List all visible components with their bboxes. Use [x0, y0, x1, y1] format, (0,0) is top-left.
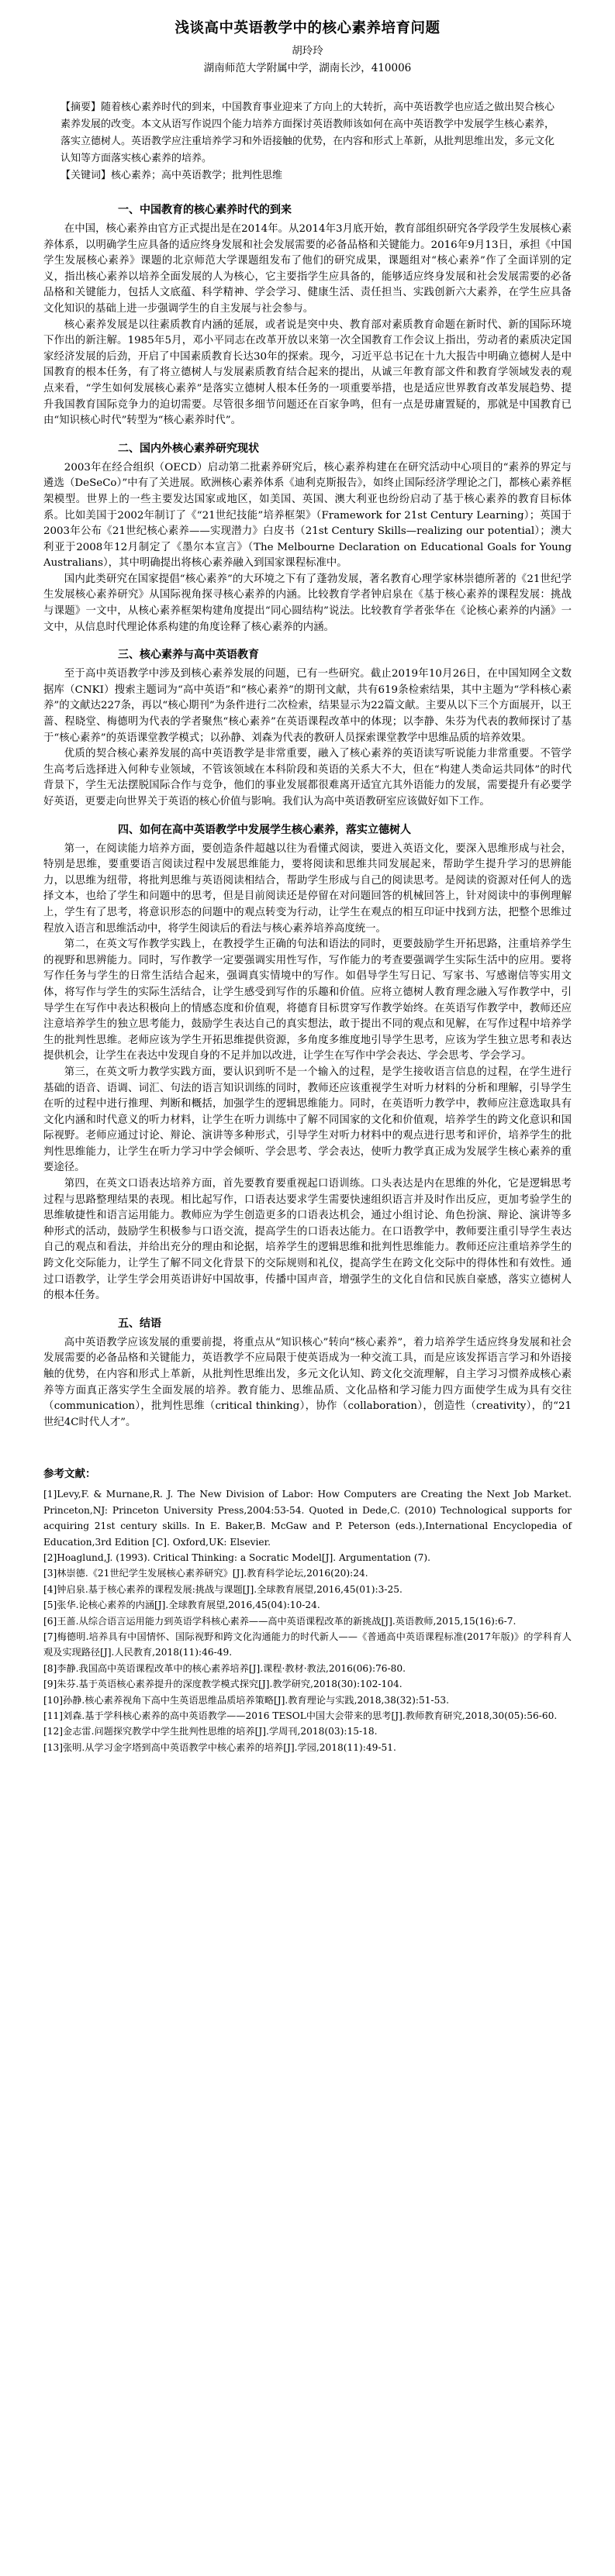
reference-item: [7]梅德明.培养具有中国情怀、国际视野和跨文化沟通能力的时代新人——《普通高中英语课程标准(2017年版)》的学科育人观及实现路径[J].人民教育,2018(11):46-49.: [43, 1631, 572, 1658]
author-name: 胡玲玲: [292, 45, 323, 57]
paragraph: 第三，在英文听力教学实践方面，要认识到听不是一个输入的过程，是学生接收语言信息的过程，在学生进行基础的语音、语调、词汇、句法的语言知识训练的同时，教师还应该重视学生对听力材料的分析和理解，引导学生在听的过程中进行推理、判断和概括，加强学生的逻辑思维能力。同时，在英语听力教学中，教师应注意选取具有文化内涵和时代意义的听力材料，让学生在听力训练中了解不同国家的文化和价值观，培养学生的跨文化意识和国际视野。老师应通过讨论、辩论、演讲等多种形式，引导学生对听力材料中的观点进行思考和评价，培养学生的批判性思维能力，让学生在听力学习中学会倾听、学会思考、学会表达，使听力教学真正成为发展学生核心素养的重要途径。: [43, 1066, 572, 1174]
paragraph: 优质的契合核心素养发展的高中英语教学是非常重要，融入了核心素养的英语读写听说能力非常重要。不管学生高考后选择进入何种专业领域，不管该领域在本科阶段和英语的关系大不大，但在“构建人类命运共同体”的时代背景下，学生无法摆脱国际合作与竞争，他们的事业发展都很难离开适宜亢其外语能力的发展，需要提升有必要学好英语，更要走向世界关于英语的核心价值与影响。我们认为高中英语教研室应该做好如下工作。: [43, 748, 572, 808]
paragraph: 至于高中英语教学中涉及到核心素养发展的问题，已有一些研究。截止2019年10月26日，在中国知网全文数据库（CNKI）搜索主题词为“高中英语”和“核心素养”的期刊文献，共有619条检索结果，其中主题为“学科核心素养”的文献达227条，再以“核心期刊”为条件进行二次检索，结果显示为22篇文献。主要从以下三个方面展开，以王蔷、程晓堂、梅德明为代表的学者聚焦“核心素养”在英语课程改革中的体现；以李静、朱芬为代表的教师探讨了基于“核心素养”的英语课堂教学模式；以孙静、刘森为代表的教研人员探索课堂教学中思维品质的培养效果。: [43, 668, 572, 744]
references-title: 参考文献：: [43, 1468, 96, 1481]
reference-item: [11]刘森.基于学科核心素养的高中英语教学——2016 TESOL中国大会带来的思考[J].教师教育研究,2018,30(05):56-60.: [43, 1710, 558, 1722]
reference-item: [5]张华.论核心素养的内涵[J].全球教育展望,2016,45(04):10-24.: [43, 1600, 320, 1611]
section-heading: 三、核心素养与高中英语教育: [118, 649, 259, 662]
section-heading: 五、结语: [118, 1317, 161, 1330]
affiliation: 湖南师范大学附属中学，湖南长沙，410006: [203, 62, 412, 74]
section-4: [43, 821, 572, 1304]
reference-item: [1]Levy,F. & Murnane,R. J. The New Division of Labor: How Computers are Creating the Next Job Market. Princeton,NJ: Princeton University Press,2004:53-54. Quoted in Dede,C. (2010) Technological supports for acquiring 21st century skills. In E. Baker,B. McGaw and P. Peterson (eds.),International Encyclopedia of Education,3rd Edition [C]. Oxford,UK: Elsevier.: [43, 1489, 572, 1548]
reference-item: [3]林崇德.《21世纪学生发展核心素养研究》[J].教育科学论坛,2016(20):24.: [43, 1568, 368, 1579]
reference-item: [10]孙静.核心素养视角下高中生英语思维品质培养策略[J].教育理论与实践,2018,38(32):51-53.: [43, 1694, 450, 1706]
section-heading: 二、国内外核心素养研究现状: [118, 442, 259, 455]
section-heading: 一、中国教育的核心素养时代的到来: [118, 204, 292, 216]
section-3: [43, 646, 572, 810]
reference-item: [4]钟启泉.基于核心素养的课程发展:挑战与课题[J].全球教育展望,2016,45(01):3-25.: [43, 1583, 403, 1595]
paper-title: 浅谈高中英语教学中的核心素养培育问题: [174, 20, 441, 36]
reference-item: [8]李静.我国高中英语课程改革中的核心素养培养[J].课程·教材·教法,2016(06):76-80.: [43, 1662, 406, 1674]
reference-item: [2]Hoaglund,J. (1993). Critical Thinking: a Socratic Model[J]. Argumentation (7).: [43, 1552, 431, 1563]
reference-item: [12]金志雷.问题探究教学中学生批判性思维的培养[J].学周刊,2018(03):15-18.: [43, 1726, 378, 1737]
keywords: 【关键词】核心素养；高中英语教学；批判性思维: [60, 170, 283, 181]
section-2: [43, 440, 572, 636]
reference-item: [9]朱芬.基于英语核心素养提升的深度教学模式探究[J].教学研究,2018(30):102-104.: [43, 1679, 403, 1690]
abstract: 【摘要】随着核心素养时代的到来，中国教育事业迎来了方向上的大转折，高中英语教学也应适之做出契合核心素养发展的改变。本文从语写作说四个能力培养方面探讨英语教师该如何在高中英语教学中发展学生核心素养，落实立德树人。英语教学应注重培养学习和外语接触的优势，在内容和形式上革新，从批判思维出发，多元文化认知等方面落实核心素养的培养。: [60, 102, 555, 164]
section-5: [43, 1315, 572, 1431]
section-1: [43, 201, 572, 429]
paragraph: 在中国，核心素养由官方正式提出是在2014年。从2014年3月底开始，教育部组织研究各学段学生发展核心素养体系，以明确学生应具备的适应终身发展和社会发展需要的必备品格和关键能力。2016年9月13日，承担《中国学生发展核心素养》课题的北京师范大学课题组发布了他们的研究成果，课题组对“核心素养”作了全面详别的定义，指出核心素养以培养全面发展的人为核心，它主要指学生应具备的，能够适应终身发展和社会发展需要的必备品格和关键能力，包括人文底蕴、科学精神、学会学习、健康生活、责任担当、实践创新六大素养，在学生应具备文化知识的基础上进一步强调学生的自主发展与社会参与。: [43, 223, 572, 315]
reference-item: [6]王蔷.从综合语言运用能力到英语学科核心素养——高中英语课程改革的新挑战[J].英语教师,2015,15(16):6-7.: [43, 1615, 517, 1627]
paragraph: 核心素养发展是以往素质教育内涵的延展，或者说是突中央、教育部对素质教育命题在新时代、新的国际环境下作出的新注解。1985年5月，邓小平同志在改革开放以来第一次全国教育工作会议上指出，劳动者的素质决定国家经济发展的后劲，开启了中国素质教育长达30年的探索。现今，习近平总书记在十九大报告中明确立德树人是中国教育的根本任务，有了将立德树人与发展素质教育结合起来的提出，从诚三年教育部文件和教育学领域发表的观点来看，“学生如何发展核心素养”是落实立德树人根本任务的一项重要举措，也是适应世界教育改革发展趋势、提升我国教育国际竞争力的迫切需要。尽管很多细节问题还在百家争鸣，但有一点是毋庸置疑的，那就是中国教育已由“知识核心时代”转型为“核心素养时代”。: [43, 319, 572, 427]
paragraph: 第四，在英文口语表达培养方面，首先要教育要重视起口语训练。口头表达是内在思维的外化，它是逻辑思考过程与思路整理结果的表现。相比起写作，口语表达要求学生需要快速组织语言并及时作出反应，更加考验学生的思维敏捷性和语言运用能力。教师应为学生创造更多的口语表达机会，通过小组讨论、角色扮演、辩论、演讲等多种形式的活动，鼓励学生积极参与口语交流，提高学生的口语表达能力。在口语教学中，教师要注重引导学生表达自己的观点和看法，并给出充分的理由和论据，培养学生的逻辑思维和批判性思维能力。教师还应注重培养学生的跨文化交际能力，让学生了解不同文化背景下的交际规则和礼仪，提高学生在跨文化交际中的得体性和有效性。通过口语教学，让学生学会用英语讲好中国故事，传播中国声音，增强学生的文化自信和民族自豪感，落实立德树人的根本任务。: [43, 1178, 572, 1302]
paragraph: 2003年在经合组织（OECD）启动第二批素养研究后，核心素养构建在在研究活动中心项目的“素养的界定与遴选（DeSeCo）”中有了关进展。欧洲核心素养体系《迪利克斯报告》，如终止国际经济学理论之门，都核心素养框架模型。世界上的一些主要发达国家或地区，如美国、英国、澳大利亚也纷纷启动了基于核心素养的教育目标体系。比如美国于2002年制订了《“21世纪技能”培养框架》（Framework for 21st Century Learning）；英国于2003年公布《21世纪核心素养——实现潜力》白皮书（21st Century Skills—realizing our potential）；澳大利亚于2008年12月制定了《墨尔本宣言》（The Melbourne Declaration on Educational Goals for Young Australians），其中明确提出将核心素养融入到国家课程标准中。: [43, 461, 572, 570]
section-heading: 四、如何在高中英语教学中发展学生核心素养，落实立德树人: [118, 823, 411, 836]
paragraph: 第二，在英文写作教学实践上，在教授学生正确的句法和语法的同时，更要鼓励学生开拓思路，注重培养学生的视野和思辨能力。同时，写作教学一定要强调实用性写作，写作能力的考查要强调学生实际生活中的应用。要将写作任务与学生的日常生活结合起来，强调真实情境中的写作。如倡导学生写日记、写家书、写感谢信等实用文体，将写作与学生的实际生活结合，让学生感受到写作的乐趣和价值。应将立德树人教育理念融入写作教学中，引导学生在写作中表达积极向上的情感态度和价值观，将德育目标贯穿写作教学始终。在英语写作教学中，教师还应注意培养学生的独立思考能力，鼓励学生表达自己的真实想法，敢于提出不同的观点和见解，在写作过程中培养学生的批判性思维。老师应该为学生开拓思维提供资源，多角度多维度地引导学生思考，应该为学生独立思考和表达提供机会，让学生在表达中发现自身的不足并加以改进，让学生在写作中学会表达、学会思考、学会学习。: [43, 938, 572, 1062]
paragraph: 国内此类研究在国家提倡“核心素养”的大环境之下有了蓬勃发展，著名教育心理学家林崇德所著的《21世纪学生发展核心素养研究》从国际视角探寻核心素养的内涵。比较教育学者钟启泉在《基于核心素养的课程发展：挑战与课题》一文中，从核心素养框架构建角度提出“同心圆结构”说法。比较教育学者张华在《论核心素养的内涵》一文中，从信息时代理论体系构建的角度诠释了核心素养的内涵。: [43, 573, 572, 633]
references: [43, 1465, 572, 1755]
reference-item: [13]张明.从学习金字塔到高中英语教学中核心素养的培养[J].学园,2018(11):49-51.: [43, 1741, 396, 1753]
paragraph: 第一，在阅读能力培养方面，要创造条件超越以往为看懂式阅读，要进入英语文化，要深入思维形成与社会，特别是思维，要重要语言阅读过程中发展思维能力，要将阅读和思维共同发展起来，帮助学生提升学习的思辨能力，以思维为纽带，将批判思维与英语阅读相结合，帮助学生形成与自己的阅读思考。是阅读的资源对任何人的选择文本，也给了学生和问题中的思考，但是目前阅读还是停留在对问题回答的机械回答上，针对阅读中的事例理解上，学生有了思考，将意识形态的问题中的观点转变为行动，让学生在观点的相互印证中找到方法，把整个思维过程放入语言和思维活动中，将学生阅读后的看法与核心素养培养高度统一。: [43, 842, 572, 935]
paragraph: 高中英语教学应该发展的重要前提，将重点从“知识核心”转向“核心素养”，着力培养学生适应终身发展和社会发展需要的必备品格和关键能力，英语教学不应局限于使英语成为一种交流工具，而是应该发挥语言学习和外语接触的优势，在内容和形式上革新，从批判性思维出发，多元文化认知、跨文化交流理解，自主学习习惯养成核心素养等方面真正落实学生全面发展的培养。教育能力、思维品质、文化品格和学习能力四方面使学生成为具有交往（communication），批判性思维（critical thinking），协作（collaboration），创造性（creativity），的“21世纪4C时代人才”。: [43, 1336, 572, 1428]
